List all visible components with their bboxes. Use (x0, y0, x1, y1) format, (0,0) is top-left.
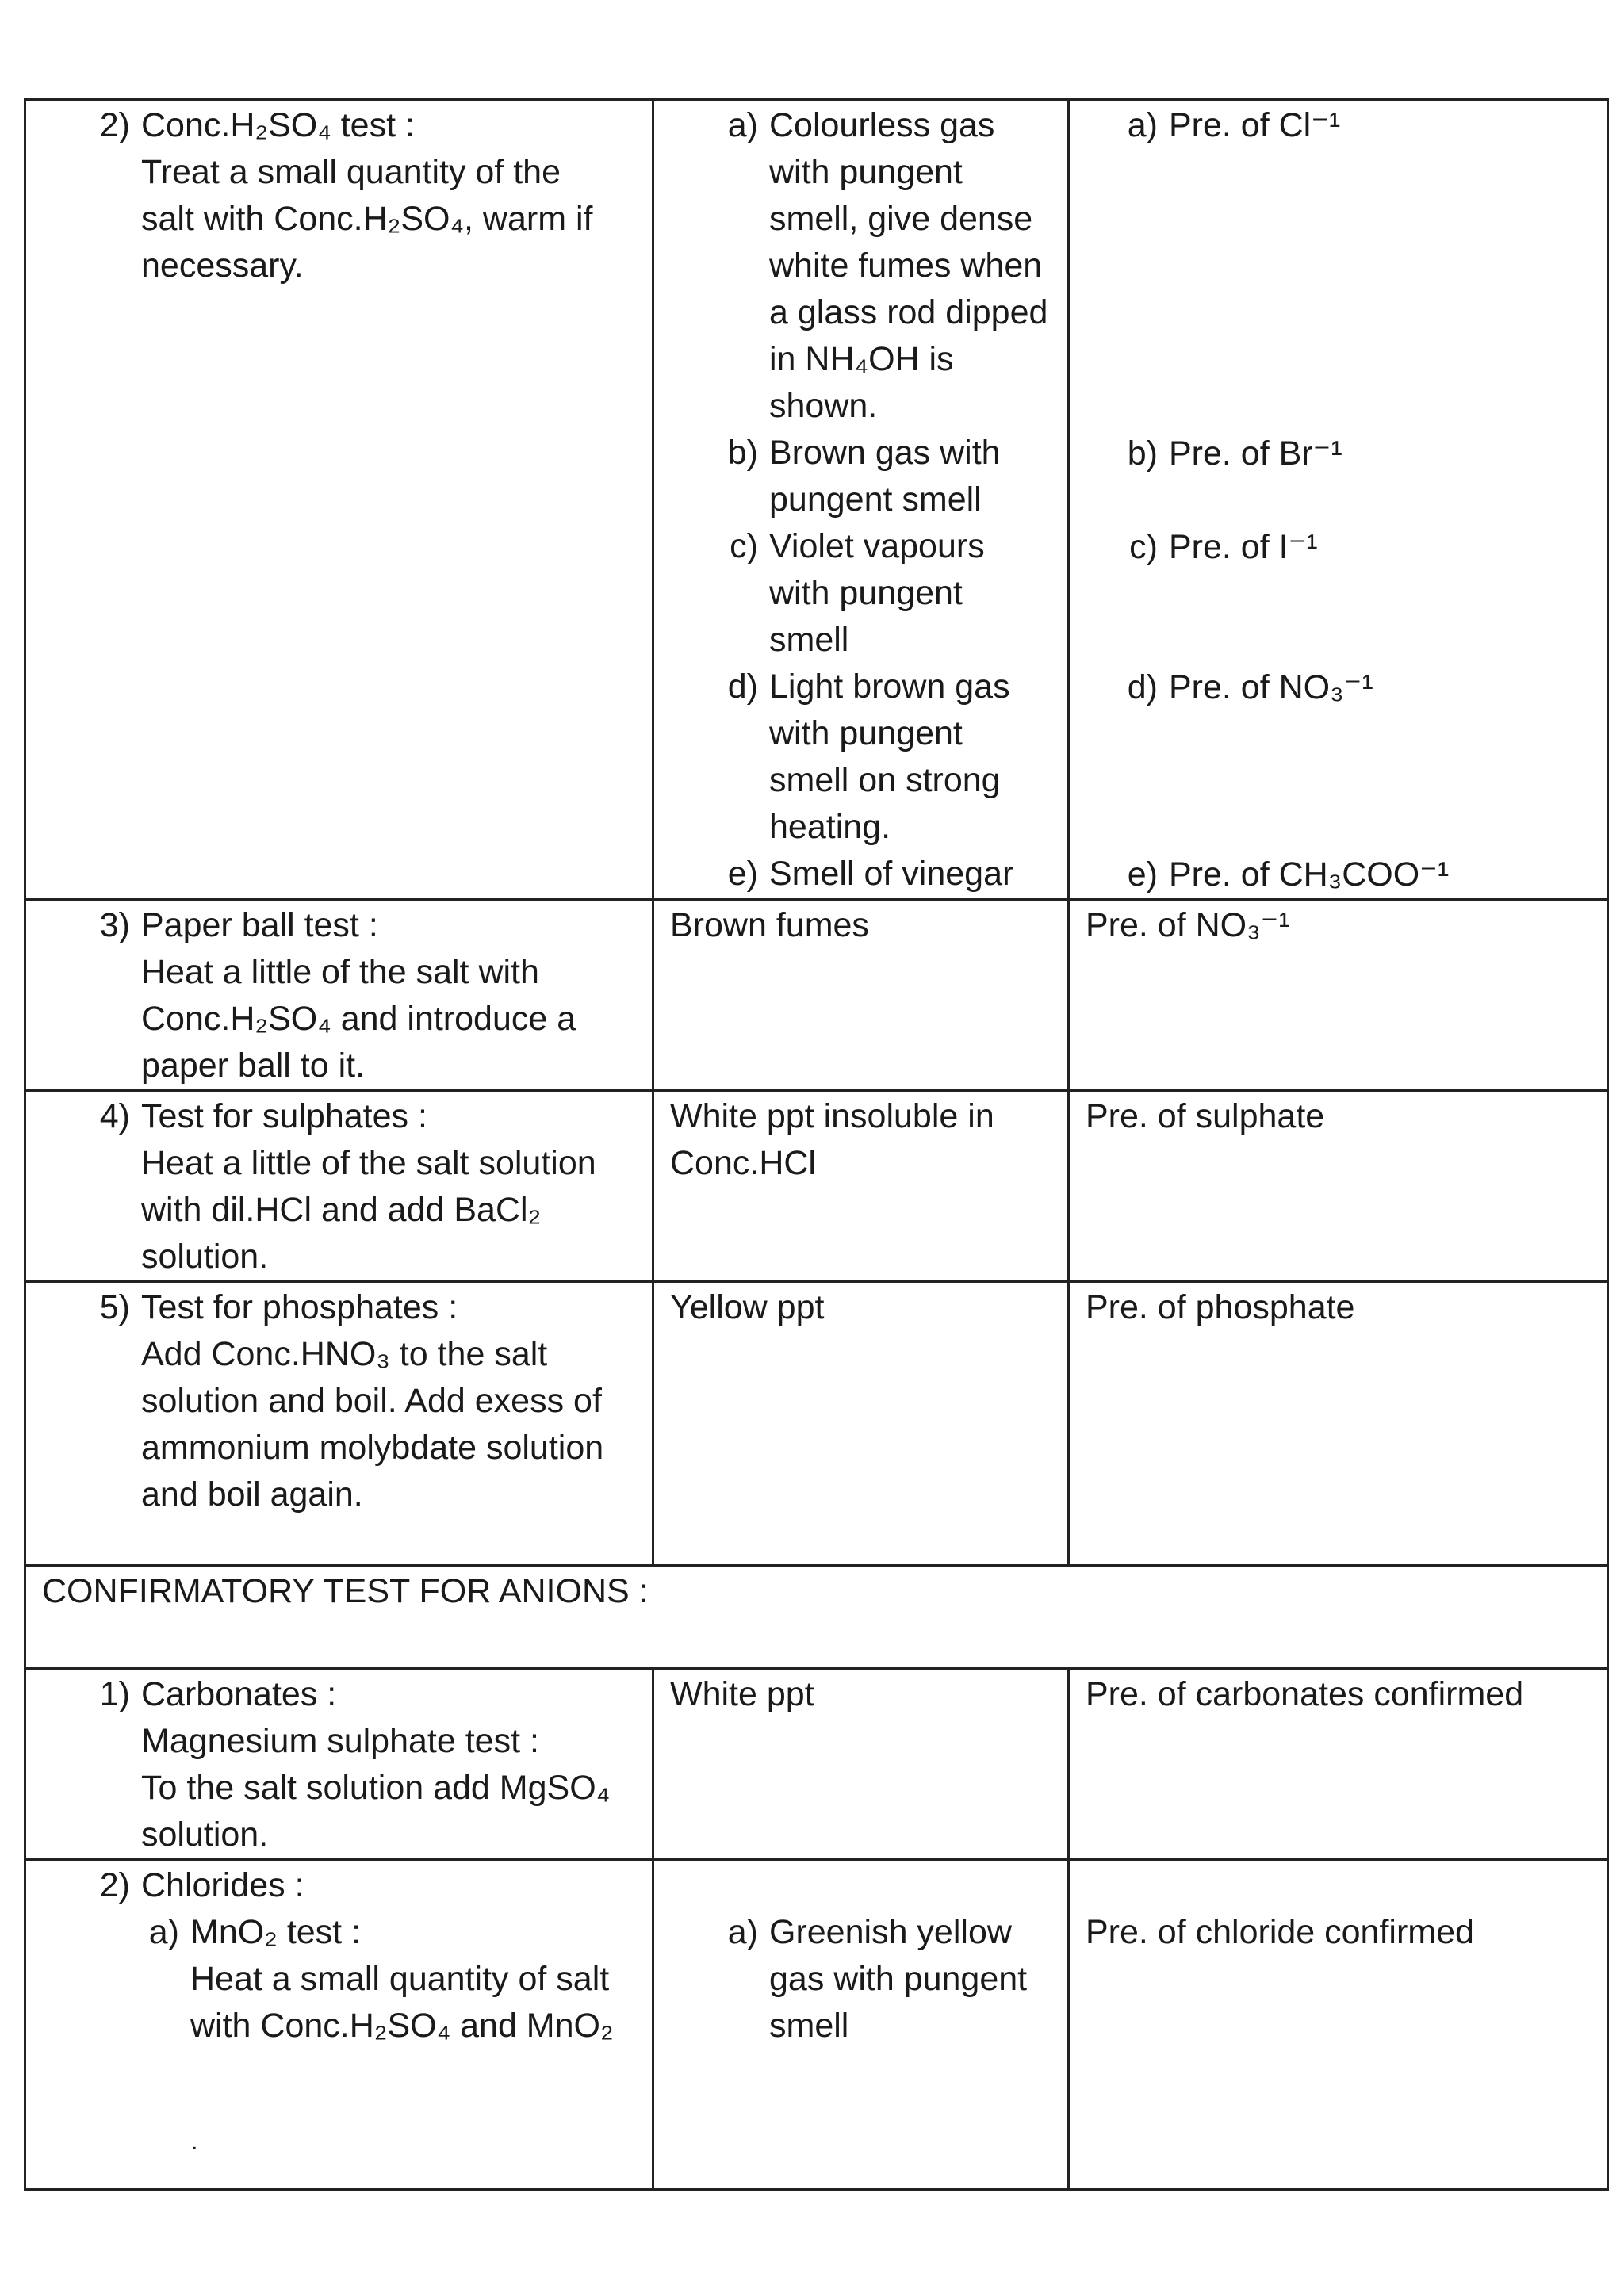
inference-item (1070, 851, 1607, 898)
experiment-title: Test for sulphates : (141, 1097, 427, 1135)
observation-text: Violet vapours with pungent smell (769, 527, 985, 659)
inference-item (1070, 430, 1607, 524)
observation-text: Smell of vinegar (769, 855, 1014, 893)
inference-text: Pre. of CH₃COO⁻¹ (1169, 855, 1450, 894)
sub-title: MnO₂ test : (190, 1913, 362, 1951)
section-heading-row (25, 1566, 1608, 1669)
sub-text: Heat a small quantity of salt with Conc.H₂SO₄ and MnO₂ (190, 1960, 614, 2045)
experiment-cell (25, 1860, 653, 2190)
inference-cell (1069, 1091, 1608, 1282)
observation-item (654, 102, 1067, 430)
inference-item (1070, 102, 1607, 430)
inference-cell (1069, 100, 1608, 900)
observation-label: e) (727, 855, 758, 893)
experiment-title: Chlorides : (141, 1866, 304, 1904)
experiment-text: Add Conc.HNO₃ to the salt solution and boil. Add exess of ammonium molybdate solution and boil again. (141, 1335, 604, 1513)
observation-cell (653, 900, 1069, 1091)
inference-text: Pre. of carbonates confirmed (1086, 1675, 1524, 1713)
inference-text: Pre. of chloride confirmed (1086, 1913, 1474, 1951)
stray-dot: . (191, 2129, 198, 2155)
inference-label: e) (1127, 855, 1158, 894)
observation-cell (653, 1091, 1069, 1282)
row-number: 2) (99, 1866, 130, 1904)
table-row (25, 100, 1608, 900)
observation-cell (653, 1860, 1069, 2190)
row-number: 4) (99, 1097, 130, 1135)
observation-item (654, 523, 1067, 664)
table-row (25, 1669, 1608, 1860)
inference-cell (1069, 1669, 1608, 1860)
inference-cell (1069, 1282, 1608, 1566)
inference-label: d) (1127, 668, 1158, 706)
row-number: 5) (99, 1288, 130, 1326)
inference-label: c) (1129, 528, 1158, 566)
experiment-text: Heat a little of the salt solution with dil.HCl and add BaCl₂ solution. (141, 1144, 596, 1276)
section-heading-cell (25, 1566, 1608, 1669)
observation-text: Yellow ppt (670, 1288, 825, 1326)
row-number: 1) (99, 1675, 130, 1713)
experiment-cell (25, 900, 653, 1091)
inference-item (1070, 524, 1607, 664)
observation-label: a) (727, 1913, 758, 1951)
table-row (25, 1282, 1608, 1566)
observation-text: Colourless gas with pungent smell, give dense white fumes when a glass rod dipped in NH₄OH is shown. (769, 106, 1048, 425)
table-row (25, 1860, 1608, 2190)
inference-text: Pre. of sulphate (1086, 1097, 1325, 1135)
observation-cell (653, 100, 1069, 900)
observation-text: Brown fumes (670, 906, 869, 944)
experiment-cell (25, 1282, 653, 1566)
experiment-text: To the salt solution add MgSO₄ solution. (141, 1769, 611, 1854)
inference-label: a) (1127, 106, 1158, 144)
sub-label: a) (148, 1913, 179, 1951)
observation-item (654, 664, 1067, 851)
observation-item (654, 430, 1067, 523)
experiment-cell (25, 100, 653, 900)
experiment-cell (25, 1669, 653, 1860)
experiment-title: Paper ball test : (141, 906, 378, 944)
row-number: 3) (99, 906, 130, 944)
experiment-subtitle: Magnesium sulphate test : (141, 1722, 539, 1760)
experiment-title: Test for phosphates : (141, 1288, 458, 1326)
section-heading: CONFIRMATORY TEST FOR ANIONS : (42, 1572, 649, 1610)
observation-label: b) (727, 434, 758, 472)
inference-text: Pre. of Br⁻¹ (1169, 434, 1342, 473)
table-row (25, 1091, 1608, 1282)
observation-cell (653, 1282, 1069, 1566)
anion-tests-table (24, 98, 1609, 2191)
observation-label: a) (727, 106, 758, 144)
observation-text: White ppt (670, 1675, 814, 1713)
inference-text: Pre. of NO₃⁻¹ (1086, 906, 1290, 944)
experiment-title: Carbonates : (141, 1675, 337, 1713)
observation-text: White ppt insoluble in Conc.HCl (670, 1097, 994, 1182)
inference-item (1070, 664, 1607, 851)
inference-text: Pre. of phosphate (1086, 1288, 1355, 1326)
inference-text: Pre. of Cl⁻¹ (1169, 106, 1341, 144)
experiment-text: Heat a little of the salt with Conc.H₂SO₄ and introduce a paper ball to it. (141, 953, 576, 1085)
observation-text: Greenish yellow gas with pungent smell (769, 1913, 1028, 2045)
observation-text: Light brown gas with pungent smell on strong heating. (769, 668, 1010, 846)
inference-label: b) (1127, 434, 1158, 473)
observation-text: Brown gas with pungent smell (769, 434, 1001, 519)
observation-item (654, 851, 1067, 897)
observation-label: d) (727, 668, 758, 706)
inference-cell (1069, 1860, 1608, 2190)
row-number: 2) (99, 106, 130, 144)
experiment-cell (25, 1091, 653, 1282)
table-row (25, 900, 1608, 1091)
inference-text: Pre. of I⁻¹ (1169, 528, 1318, 566)
inference-cell (1069, 900, 1608, 1091)
observation-cell (653, 1669, 1069, 1860)
inference-text: Pre. of NO₃⁻¹ (1169, 668, 1373, 706)
experiment-text: Treat a small quantity of the salt with Conc.H₂SO₄, warm if necessary. (141, 153, 593, 285)
experiment-title: Conc.H₂SO₄ test : (141, 106, 415, 144)
observation-label: c) (730, 527, 758, 565)
